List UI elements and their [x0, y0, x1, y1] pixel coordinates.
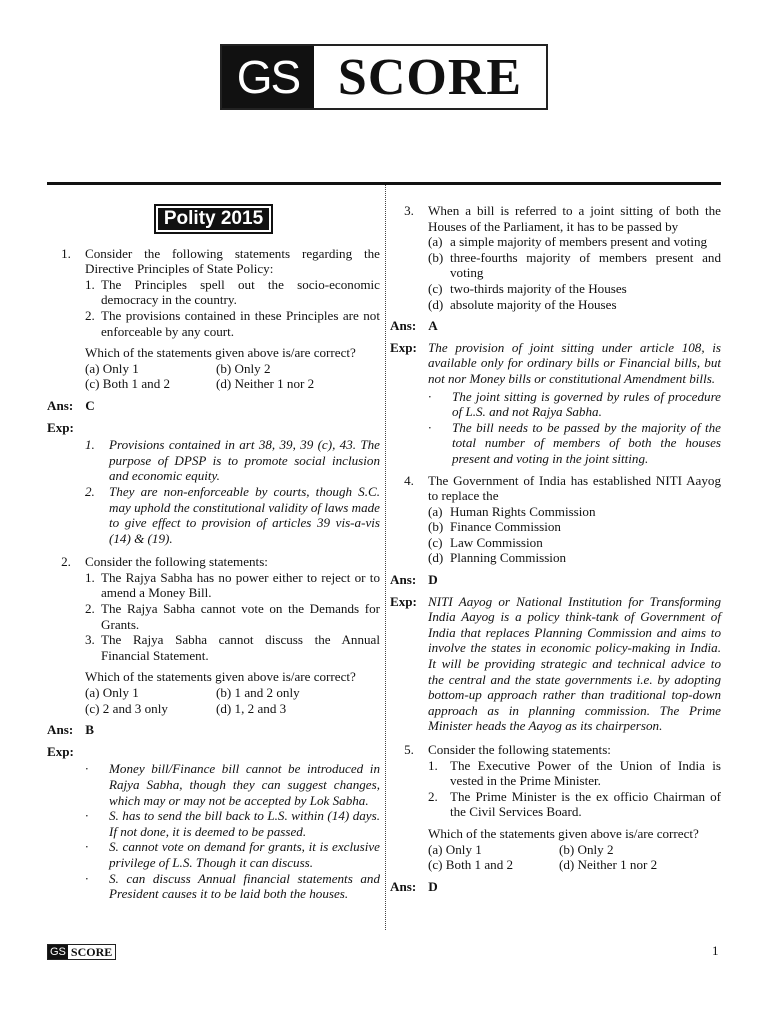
explanation-label: Exp: [47, 419, 74, 435]
answer [390, 318, 721, 334]
option-b: (b) 1 and 2 only [216, 685, 300, 701]
explanation-label: Exp: [47, 743, 74, 759]
option-d: (d) 1, 2 and 3 [216, 700, 287, 716]
option-c: (c) Both 1 and 2 [428, 857, 514, 873]
statement: The Prime Minister is the ex officio Chairman of the Civil Services Board. [450, 788, 721, 820]
bullet: · [428, 388, 432, 404]
explanation-item [390, 420, 721, 467]
answer-label: Ans: [390, 572, 417, 588]
statement-number: 3. [85, 632, 95, 648]
column-divider [385, 185, 386, 930]
option-d: absolute majority of the Houses [450, 296, 617, 312]
option-a: Human Rights Commission [450, 503, 596, 519]
option-letter: (b) [428, 519, 444, 535]
statement-number: 1. [428, 757, 438, 773]
explanation [390, 340, 721, 387]
logo-gs: GS [222, 46, 314, 108]
statement: The provisions contained in these Principles are not enforceable by any court. [101, 307, 380, 339]
option-c: (c) Both 1 and 2 [85, 376, 171, 392]
bullet: · [85, 839, 89, 855]
explanation-text: S. cannot vote on demand for grants, it is exclusive privilege of L.S. Though it can discuss. [109, 839, 380, 870]
statement-number: 2. [428, 788, 438, 804]
answer [390, 879, 721, 895]
answer [390, 572, 721, 588]
question-ask: Which of the statements given above is/are correct? [85, 669, 356, 685]
explanation-number: 2. [85, 483, 95, 499]
question-number: 3. [404, 203, 414, 218]
explanation-text: NITI Aayog or National Institution for Transforming India Aayog is a policy think-tank of Government of India that replaces Planning Commission and aims to involve the states in economic policy-making in India. It will be providing strategic and technical advice to the central and the state governments i.e. by adopting bottom-up approach rather than traditional top-down approach as in planning commission. The Prime Minister heads the Aayog as its chairperson. [428, 593, 721, 734]
option-a: (a) Only 1 [428, 841, 482, 857]
explanation-text: They are non-enforceable by courts, though S.C. may uphold the constitutional validity of laws made to give effect to provision of articles 39 vis-a-vis (14) & (19). [109, 483, 380, 546]
logo-score: SCORE [337, 48, 523, 106]
explanation-label: Exp: [390, 339, 417, 355]
answer-label: Ans: [390, 318, 417, 334]
explanation-text: The joint sitting is governed by rules of procedure of L.S. and not Rajya Sabha. [452, 388, 721, 420]
answer-value: C [85, 397, 95, 413]
explanation-item [47, 761, 380, 808]
question-text: Consider the following statements: [428, 742, 611, 757]
bullet: · [85, 808, 89, 824]
explanation-text: The bill needs to be passed by the majority of the total number of members of both the houses present and voting in the joint sitting. [452, 419, 721, 466]
question-ask: Which of the statements given above is/are correct? [428, 825, 699, 841]
page-number: 1 [712, 943, 719, 958]
options [85, 685, 380, 716]
statement-number: 1. [85, 569, 95, 585]
question-2 [47, 554, 380, 716]
right-column [390, 203, 721, 898]
option-letter: (d) [428, 296, 444, 312]
option-d: Planning Commission [450, 550, 567, 566]
bullet: · [85, 870, 89, 886]
explanation-label: Exp: [390, 593, 417, 609]
explanation-text: S. has to send the bill back to L.S. within (14) days. If not done, it is deemed to be passed. [109, 808, 380, 839]
answer-value: D [428, 572, 438, 588]
gs-score-logo [220, 44, 548, 110]
question-text: Consider the following statements regarding the Directive Principles of State Policy: [85, 245, 380, 277]
option-letter: (c) [428, 280, 443, 296]
explanation-item [390, 389, 721, 420]
question-4 [390, 473, 721, 567]
option-c: Law Commission [450, 534, 543, 550]
statement: The Executive Power of the Union of India is vested in the Prime Minister. [450, 757, 721, 789]
explanation-item [47, 437, 380, 484]
statement-number: 2. [85, 307, 95, 323]
option-letter: (d) [428, 550, 444, 566]
question-5 [390, 742, 721, 873]
option-b: (b) Only 2 [559, 841, 614, 857]
option-letter: (c) [428, 534, 443, 550]
question-text: Consider the following statements: [85, 554, 268, 570]
statement: The Rajya Sabha cannot discuss the Annual Financial Statement. [101, 632, 380, 663]
option-b: Finance Commission [450, 519, 561, 535]
answer-value: D [428, 878, 438, 894]
answer-label: Ans: [390, 878, 417, 894]
question-number: 5. [404, 742, 414, 757]
explanation-text: The provision of joint sitting under article 108, is available only for ordinary bills or Financial bills, but not nor Money bills or constitutional Amendment bills. [428, 339, 721, 386]
explanation-item [47, 871, 380, 902]
option-a: (a) Only 1 [85, 360, 139, 376]
answer [47, 722, 380, 738]
option-a: (a) Only 1 [85, 685, 139, 701]
statement: The Principles spell out the socio-economic democracy in the country. [101, 276, 380, 308]
left-column [47, 196, 380, 902]
explanation-text: Provisions contained in art 38, 39, 39 (c), 43. The purpose of DPSP is to promote social inclusion and economic equity. [109, 437, 380, 484]
statement-number: 1. [85, 276, 95, 292]
bullet: · [85, 761, 89, 777]
header-rule [47, 182, 721, 185]
option-letter: (a) [428, 503, 443, 519]
statement: The Rajya Sabha has no power either to reject or to amend a Money Bill. [101, 569, 380, 601]
answer [47, 398, 380, 414]
bullet: · [428, 419, 432, 435]
explanation [390, 594, 721, 734]
option-a: a simple majority of members present and voting [450, 234, 708, 250]
question-number: 2. [61, 554, 71, 570]
answer-value: A [428, 318, 438, 334]
question-ask: Which of the statements given above is/are correct? [85, 345, 356, 361]
question-1 [47, 246, 380, 392]
question-number: 1. [61, 245, 71, 261]
option-d: (d) Neither 1 nor 2 [216, 376, 315, 392]
options [428, 842, 721, 873]
option-d: (d) Neither 1 nor 2 [559, 857, 658, 873]
footer-logo [47, 944, 116, 960]
answer-label: Ans: [47, 722, 74, 738]
explanation-text: S. can discuss Annual financial statements and President causes it to be laid both the houses. [109, 870, 380, 902]
option-b: (b) Only 2 [216, 360, 271, 376]
option-c: (c) 2 and 3 only [85, 700, 168, 716]
question-number: 4. [404, 472, 414, 488]
question-3 [390, 203, 721, 312]
answer-label: Ans: [47, 397, 74, 413]
explanation-text: Money bill/Finance bill cannot be introduced in Rajya Sabha, though they can suggest changes, which may or may not be accepted by Lok Sabha. [109, 761, 380, 808]
explanation-number: 1. [85, 437, 95, 453]
option-letter: (b) [428, 249, 444, 265]
section-title: Polity 2015 [156, 206, 271, 232]
explanation-item [47, 808, 380, 839]
statement: The Rajya Sabha cannot vote on the Demands for Grants. [101, 601, 380, 632]
option-b: three-fourths majority of members present and voting [450, 249, 721, 281]
footer-logo-gs: GS [50, 946, 66, 958]
question-text: The Government of India has established NITI Aayog to replace the [428, 472, 721, 504]
options [85, 361, 380, 392]
answer-value: B [85, 722, 94, 738]
footer-logo-score: SCORE [70, 945, 113, 959]
explanation-item [47, 484, 380, 546]
explanation-item [47, 839, 380, 870]
statement-number: 2. [85, 601, 95, 617]
question-text: When a bill is referred to a joint sitting of both the Houses of the Parliament, it has to be passed by [428, 203, 721, 234]
option-letter: (a) [428, 234, 443, 250]
option-c: two-thirds majority of the Houses [450, 280, 627, 296]
